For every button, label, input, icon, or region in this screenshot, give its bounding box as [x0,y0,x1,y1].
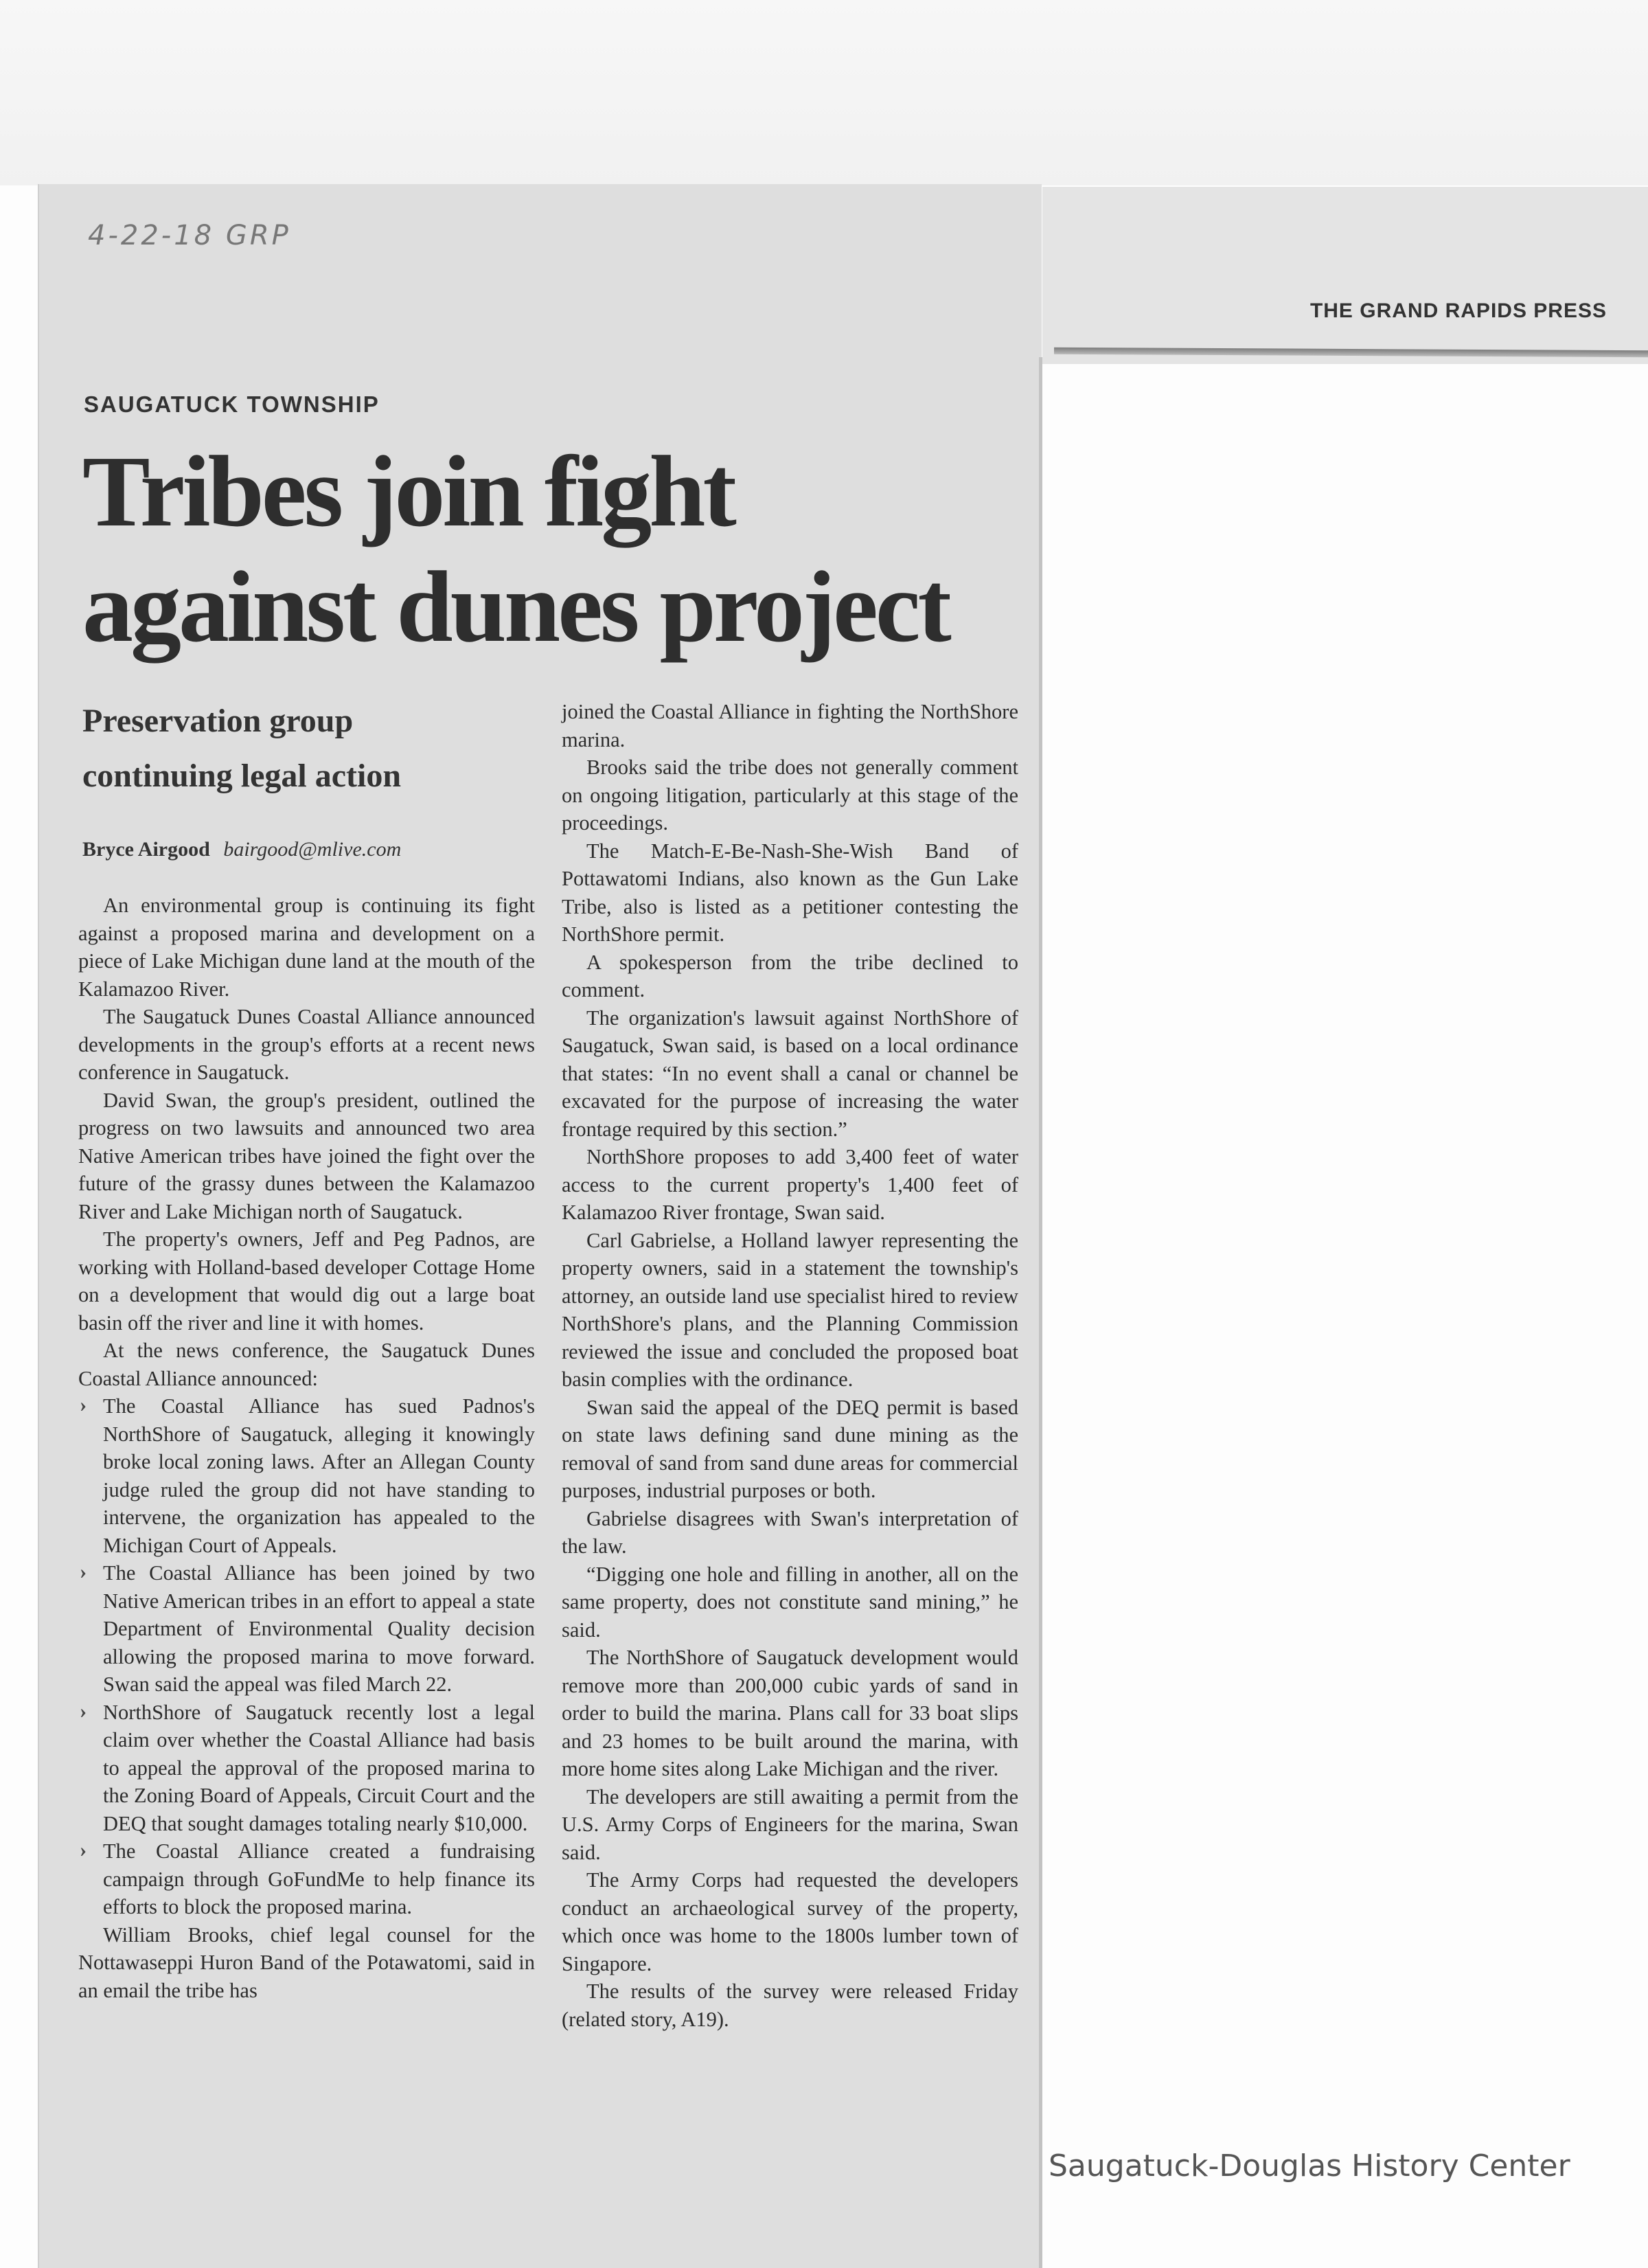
paragraph: William Brooks, chief legal counsel for the Nottawaseppi Huron Band of the Potawatomi, said in an email the tribe has [78,1923,535,2002]
announcement-list [78,1392,535,1921]
article-subheadline: Preservation group continuing legal action [82,703,402,794]
paragraph: The property's owners, Jeff and Peg Padnos, are working with Holland-based developer Cottage Home on a development that would dig out a large boat basin off the river and line it with homes. [78,1227,535,1335]
paragraph: The organization's lawsuit against NorthShore of Saugatuck, Swan said, is based on a local ordinance that states: “In no event shall a canal or channel be excavated for the purpose of increasing the water frontage required by this section.” [562,1006,1018,1141]
paragraph: Swan said the appeal of the DEQ permit is based on state laws defining sand dune mining as the removal of sand from sand dune areas for commercial purposes, industrial purposes or both. [562,1395,1018,1502]
paragraph: joined the Coastal Alliance in fighting the NorthShore marina. [562,700,1018,751]
paragraph: “Digging one hole and filling in another, all on the same property, does not constitute sand mining,” he said. [562,1562,1018,1642]
paragraph: An environmental group is continuing its fight against a proposed marina and development on a piece of Lake Michigan dune land at the mouth of the Kalamazoo River. [78,894,535,1001]
paragraph: The Army Corps had requested the developers conduct an archaeological survey of the property, which once was home to the 1800s lumber town of Singapore. [562,1868,1018,1975]
list-item: › The Coastal Alliance has been joined by two Native American tribes in an effort to appeal a state Department of Environmental Quality decision allowing the proposed marina to move forward. Swan said the appeal was filed March 22. [78,1559,535,1699]
paragraph: A spokesperson from the tribe declined to comment. [562,950,1018,1001]
paragraph: David Swan, the group's president, outlined the progress on two lawsuits and announced two area Native American tribes have joined the fight over the future of the grassy dunes between the Kalamazoo River and Lake Michigan north of Saugatuck. [78,1088,535,1223]
archive-watermark: Saugatuck-Douglas History Center [1049,2148,1570,2184]
paragraph: The Saugatuck Dunes Coastal Alliance announced developments in the group's efforts at a recent news conference in Saugatuck. [78,1005,535,1084]
paragraph: The NorthShore of Saugatuck development would remove more than 200,000 cubic yards of sand in order to build the marina. Plans call for 33 boat slips and 23 homes to be built around the marina, with more home sites along Lake Michigan and the river. [562,1646,1018,1780]
paragraph: NorthShore proposes to add 3,400 feet of water access to the current property's 1,400 feet of Kalamazoo River frontage, Swan said. [562,1145,1018,1224]
article-column-2 [562,698,1018,2033]
author-name: Bryce Airgood [82,838,210,861]
handwritten-date-note: 4-22-18 GRP [88,220,291,251]
article-column-1 [78,892,535,2004]
clipping-masthead-strip [1042,187,1648,364]
paragraph: Carl Gabrielse, a Holland lawyer representing the property owners, said in a statement the township's attorney, an outside land use specialist hired to review NorthShore's plans, and the Planning Commission reviewed the issue and concluded the proposed boat basin complies with the ordinance. [562,1228,1018,1391]
clipping-edge [1039,357,1042,2268]
newspaper-masthead: THE GRAND RAPIDS PRESS [1309,299,1607,322]
paragraph: The Match-E-Be-Nash-She-Wish Band of Pottawatomi Indians, also known as the Gun Lake Tribe, also is listed as a petitioner contesting the NorthShore permit. [562,839,1018,946]
paragraph: The developers are still awaiting a permit from the U.S. Army Corps of Engineers for the marina, Swan said. [562,1784,1018,1864]
byline [82,838,549,861]
scan-background [0,0,1648,185]
article-headline: Tribes join fight against dunes project [82,435,949,664]
section-label: SAUGATUCK TOWNSHIP [84,392,380,417]
list-item: › The Coastal Alliance created a fundraising campaign through GoFundMe to help finance its efforts to block the proposed marina. [78,1837,535,1921]
paragraph: At the news conference, the Saugatuck Dunes Coastal Alliance announced: [78,1339,535,1390]
author-email: bairgood@mlive.com [223,838,402,861]
list-item: › The Coastal Alliance has sued Padnos's NorthShore of Saugatuck, alleging it knowingly broke local zoning laws. After an Allegan County judge ruled the group did not have standing to intervene, the organization has appealed to the Michigan Court of Appeals. [78,1392,535,1559]
paragraph: Gabrielse disagrees with Swan's interpretation of the law. [562,1506,1018,1558]
paragraph: The results of the survey were released Friday (related story, A19). [562,1980,1018,2031]
list-item: › NorthShore of Saugatuck recently lost a legal claim over whether the Coastal Alliance had basis to appeal the approval of the proposed marina to the Zoning Board of Appeals, Circuit Court and the DEQ that sought damages totaling nearly $10,000. [78,1699,535,1838]
paragraph: Brooks said the tribe does not generally comment on ongoing litigation, particularly at this stage of the proceedings. [562,756,1018,835]
